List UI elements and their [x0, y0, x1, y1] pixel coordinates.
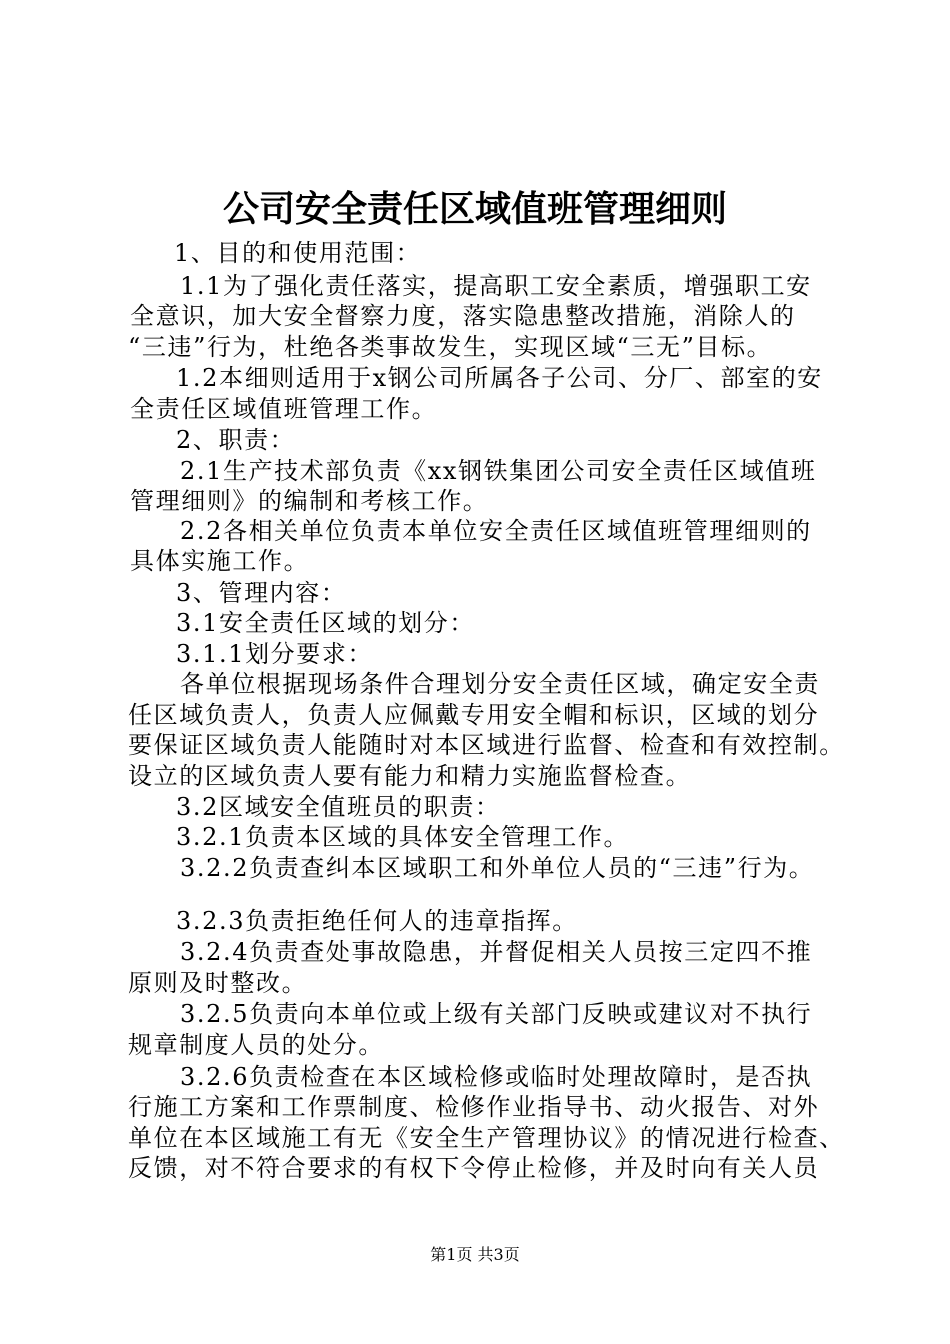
- page-number-footer: 第1页 共3页: [430, 1245, 520, 1264]
- paragraph-line: 设立的区域负责人要有能力和精力实施监督检查。: [128, 762, 692, 790]
- paragraph-line: 任区域负责人，负责人应佩戴专用安全帽和标识，区域的划分: [128, 701, 820, 729]
- paragraph-line: 原则及时整改。: [128, 969, 308, 997]
- section-heading: 1、目的和使用范围：: [174, 239, 422, 267]
- document-title: 公司安全责任区域值班管理细则: [222, 188, 727, 230]
- paragraph-line: 3.2.1负责本区域的具体安全管理工作。: [176, 823, 630, 851]
- paragraph-line: 行施工方案和工作票制度、检修作业指导书、动火报告、对外: [128, 1093, 820, 1121]
- paragraph-line: 3.2.4负责查处事故隐患，并督促相关人员按三定四不推: [180, 938, 813, 966]
- paragraph-line: 全意识，加大安全督察力度，落实隐患整改措施，消除人的: [130, 302, 796, 330]
- paragraph-line: 3.2.2负责查纠本区域职工和外单位人员的“三违”行为。: [180, 854, 815, 882]
- paragraph-line: 管理细则》的编制和考核工作。: [130, 487, 489, 515]
- paragraph-line: “三违”行为，杜绝各类事故发生，实现区域“三无”目标。: [128, 333, 773, 361]
- paragraph-line: 1.2本细则适用于x钢公司所属各子公司、分厂、部室的安: [176, 364, 823, 392]
- section-heading: 3、管理内容：: [176, 579, 347, 607]
- subsection-heading: 3.1.1划分要求：: [176, 640, 374, 668]
- paragraph-line: 全责任区域值班管理工作。: [130, 395, 438, 423]
- paragraph-line: 单位在本区域施工有无《安全生产管理协议》的情况进行检查、: [128, 1124, 845, 1152]
- paragraph-line: 3.2.3负责拒绝任何人的违章指挥。: [176, 907, 578, 935]
- paragraph-line: 规章制度人员的处分。: [128, 1031, 384, 1059]
- section-heading: 2、职责：: [176, 426, 296, 454]
- paragraph-line: 3.2.6负责检查在本区域检修或临时处理故障时，是否执: [180, 1063, 813, 1091]
- subsection-heading: 3.2区域安全值班员的职责：: [176, 793, 501, 821]
- paragraph-line: 反馈，对不符合要求的有权下令停止检修，并及时向有关人员: [128, 1154, 820, 1182]
- subsection-heading: 3.1安全责任区域的划分：: [176, 609, 475, 637]
- paragraph-line: 要保证区域负责人能随时对本区域进行监督、检查和有效控制。: [128, 731, 845, 759]
- paragraph-line: 2.2各相关单位负责本单位安全责任区域值班管理细则的: [180, 517, 812, 545]
- paragraph-line: 3.2.5负责向本单位或上级有关部门反映或建议对不执行: [180, 1000, 813, 1028]
- paragraph-line: 1.1为了强化责任落实，提高职工安全素质，增强职工安: [180, 272, 812, 300]
- paragraph-line: 各单位根据现场条件合理划分安全责任区域，确定安全责: [180, 670, 820, 698]
- paragraph-line: 具体实施工作。: [130, 547, 310, 575]
- paragraph-line: 2.1生产技术部负责《xx钢铁集团公司安全责任区域值班: [180, 457, 817, 485]
